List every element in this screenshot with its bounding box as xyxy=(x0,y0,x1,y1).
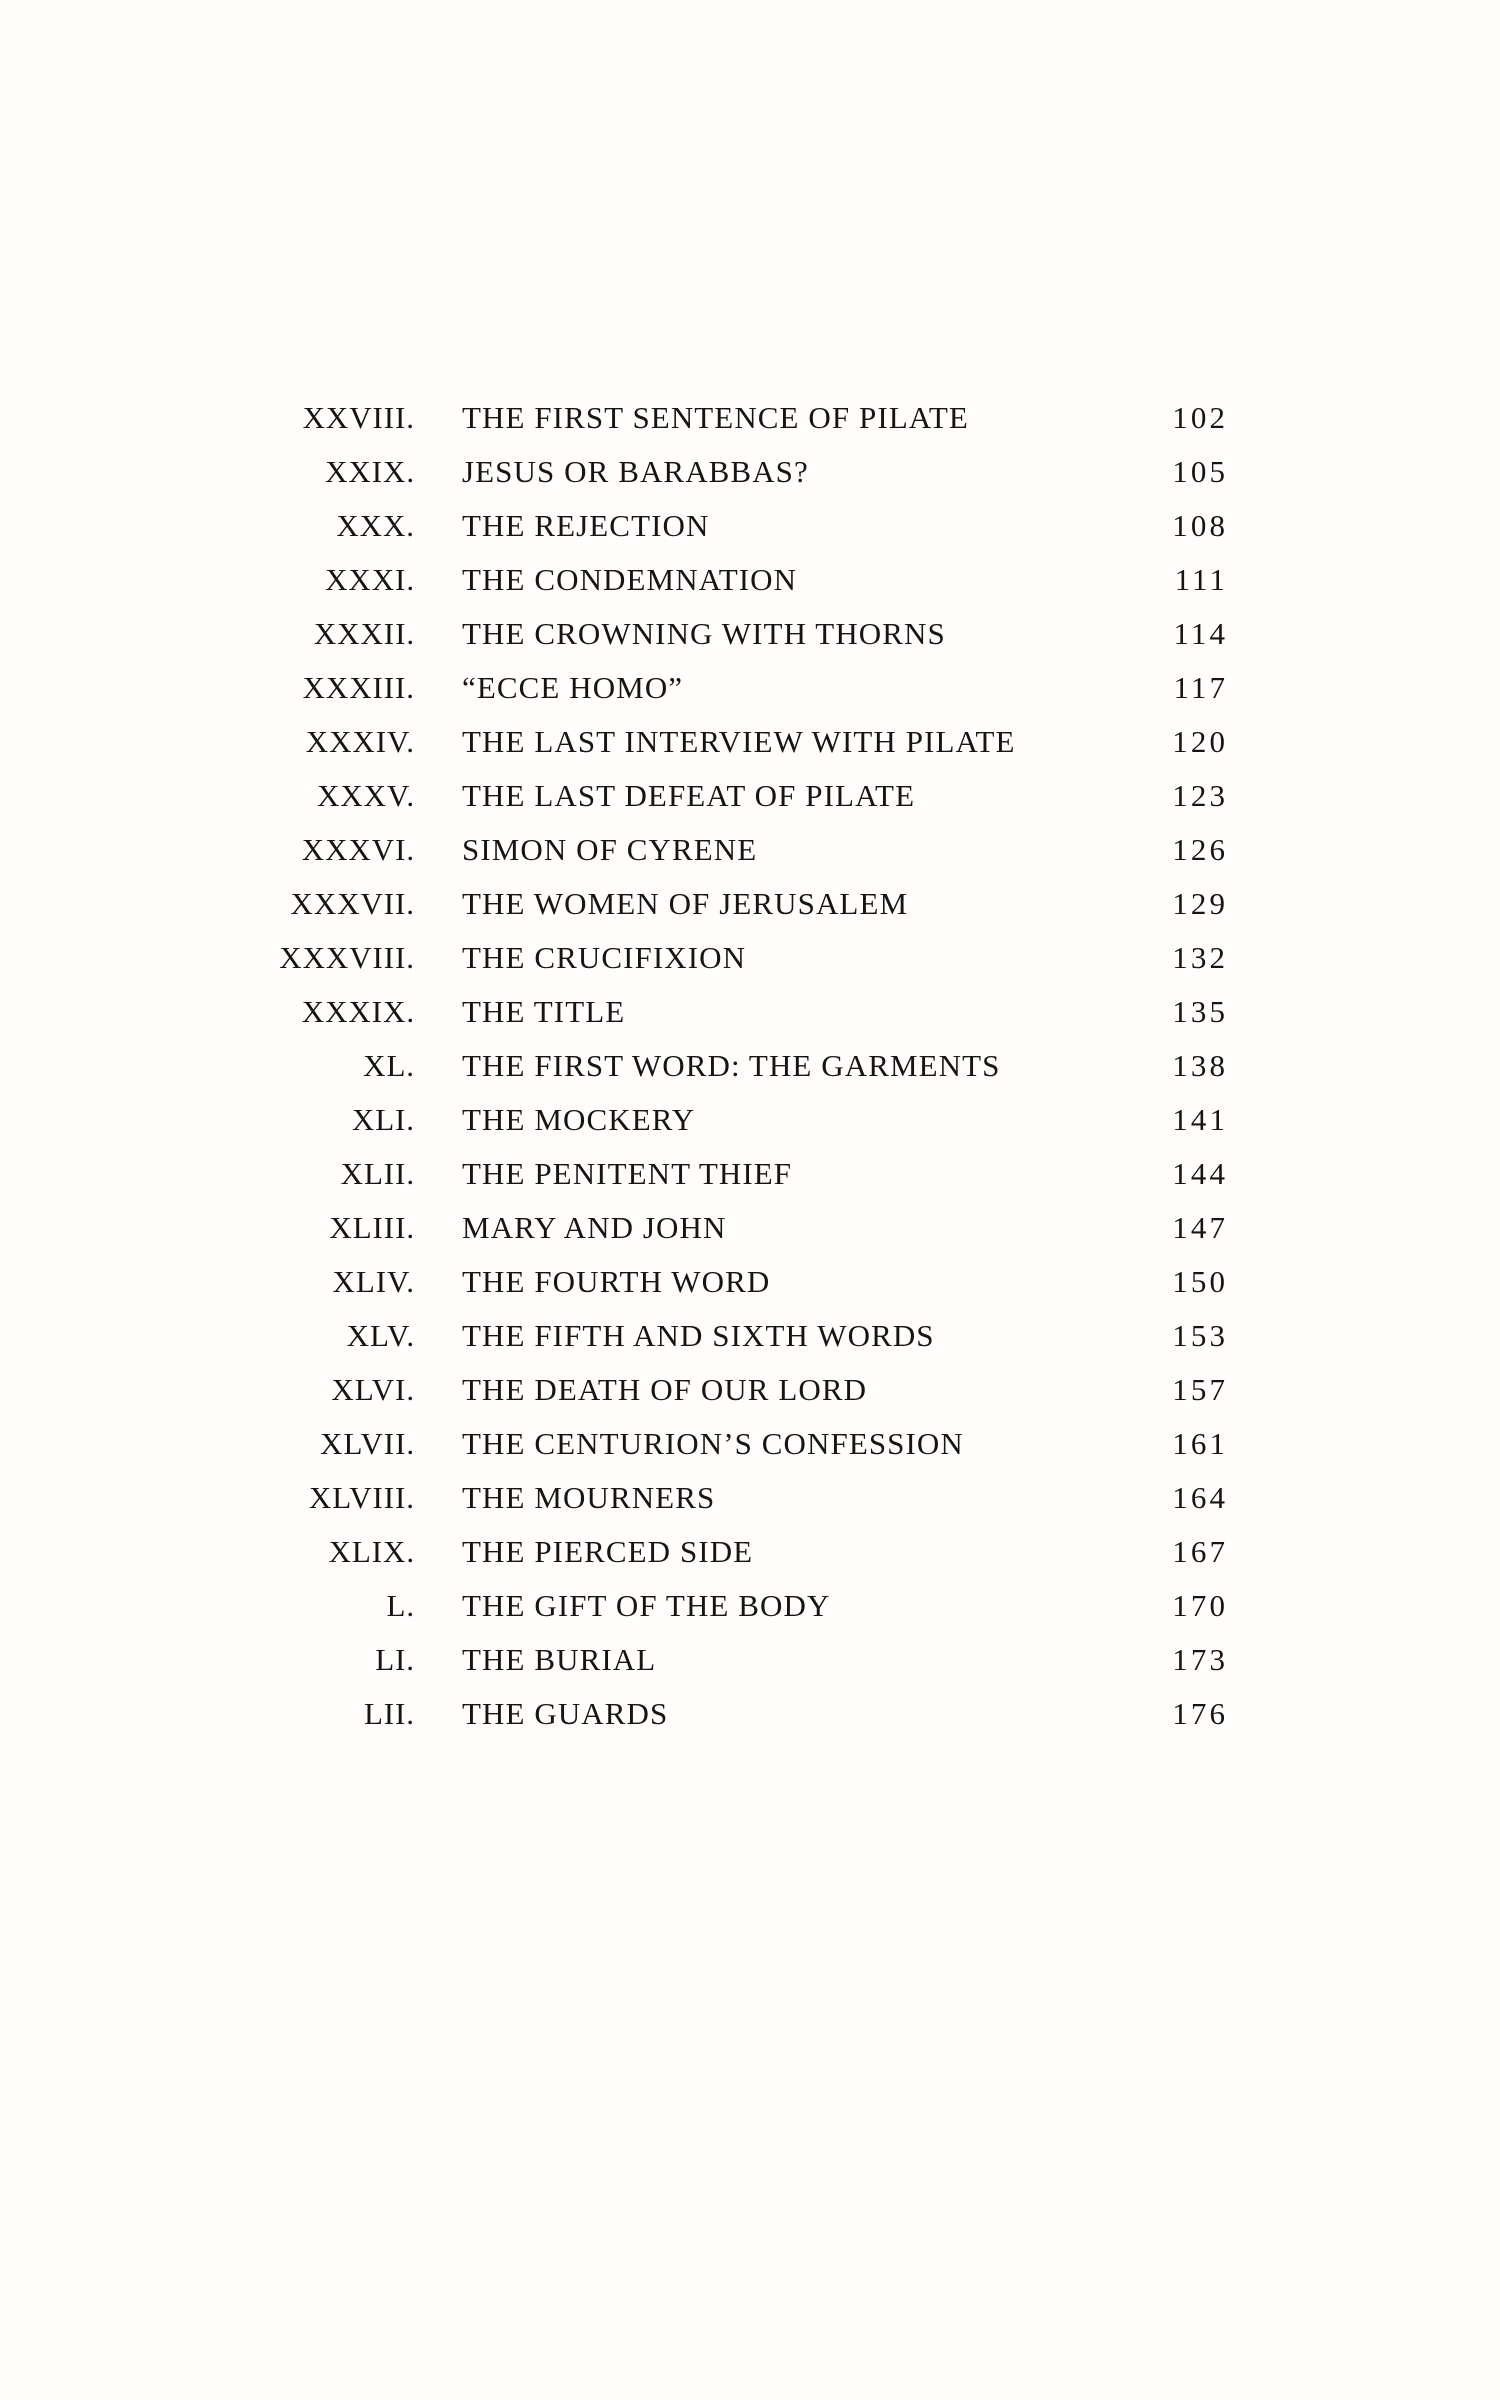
chapter-title: THE DEATH OF OUR LORD xyxy=(462,1372,868,1407)
toc-entry xyxy=(265,877,1229,931)
page-number: 129 xyxy=(1172,886,1229,921)
chapter-numeral: XXX. xyxy=(336,508,415,543)
page-number: 132 xyxy=(1172,940,1229,975)
chapter-title: THE FOURTH WORD xyxy=(462,1264,771,1299)
chapter-title: THE MOURNERS xyxy=(462,1480,716,1515)
chapter-title: THE FIRST SENTENCE OF PILATE xyxy=(462,400,969,435)
chapter-numeral: XLIII. xyxy=(329,1210,415,1245)
page-number: 141 xyxy=(1172,1102,1229,1137)
page-number: 147 xyxy=(1172,1210,1229,1245)
toc-entry xyxy=(265,1093,1229,1147)
toc-entry xyxy=(265,391,1229,445)
chapter-numeral: XXXII. xyxy=(313,616,415,651)
page-number: 135 xyxy=(1172,994,1229,1029)
chapter-title: MARY AND JOHN xyxy=(462,1210,727,1245)
page-number: 173 xyxy=(1172,1642,1229,1677)
chapter-title: THE REJECTION xyxy=(462,508,710,543)
page-number: 111 xyxy=(1174,562,1229,597)
chapter-numeral: XLIX. xyxy=(328,1534,415,1569)
toc-entry xyxy=(265,985,1229,1039)
chapter-numeral: XLVIII. xyxy=(308,1480,415,1515)
chapter-numeral: XXXVIII. xyxy=(279,940,415,975)
chapter-title: THE FIFTH AND SIXTH WORDS xyxy=(462,1318,935,1353)
toc-entry xyxy=(265,1417,1229,1471)
chapter-numeral: XLVII. xyxy=(320,1426,415,1461)
chapter-numeral: XXXIV. xyxy=(305,724,415,759)
chapter-title: THE CENTURION’S CONFESSION xyxy=(462,1426,964,1461)
toc-entry xyxy=(265,607,1229,661)
chapter-numeral: LI. xyxy=(375,1642,415,1677)
toc-entry xyxy=(265,1363,1229,1417)
chapter-numeral: XXVIII. xyxy=(302,400,415,435)
chapter-title: THE TITLE xyxy=(462,994,626,1029)
chapter-title: THE CRUCIFIXION xyxy=(462,940,747,975)
toc-entry xyxy=(265,1147,1229,1201)
page-number: 153 xyxy=(1172,1318,1229,1353)
chapter-numeral: XLIV. xyxy=(332,1264,415,1299)
toc-entry xyxy=(265,553,1229,607)
toc-entry xyxy=(265,1633,1229,1687)
page-number: 167 xyxy=(1172,1534,1229,1569)
chapter-title: THE WOMEN OF JERUSALEM xyxy=(462,886,909,921)
chapter-numeral: XLV. xyxy=(346,1318,415,1353)
page-number: 157 xyxy=(1172,1372,1229,1407)
chapter-title: SIMON OF CYRENE xyxy=(462,832,758,867)
chapter-title: THE CROWNING WITH THORNS xyxy=(462,616,946,651)
toc-entry xyxy=(265,1309,1229,1363)
toc-entry xyxy=(265,445,1229,499)
page-number: 138 xyxy=(1172,1048,1229,1083)
chapter-title: “ECCE HOMO” xyxy=(462,670,684,705)
chapter-title: THE LAST DEFEAT OF PILATE xyxy=(462,778,916,813)
toc-entry xyxy=(265,1579,1229,1633)
toc-entry xyxy=(265,715,1229,769)
chapter-numeral: XLII. xyxy=(340,1156,415,1191)
toc-entry xyxy=(265,823,1229,877)
page-number: 114 xyxy=(1173,616,1229,651)
page-number: 123 xyxy=(1172,778,1229,813)
page-number: 105 xyxy=(1172,454,1229,489)
chapter-title: THE FIRST WORD: THE GARMENTS xyxy=(462,1048,1001,1083)
chapter-title: THE PENITENT THIEF xyxy=(462,1156,793,1191)
page-number: 170 xyxy=(1172,1588,1229,1623)
chapter-numeral: XXXVII. xyxy=(290,886,415,921)
chapter-title: THE MOCKERY xyxy=(462,1102,696,1137)
toc-entry xyxy=(265,1201,1229,1255)
toc-entry xyxy=(265,931,1229,985)
toc-entry xyxy=(265,1471,1229,1525)
page-number: 150 xyxy=(1172,1264,1229,1299)
chapter-numeral: XXIX. xyxy=(325,454,415,489)
table-of-contents xyxy=(265,391,1229,1741)
chapter-title: THE GIFT OF THE BODY xyxy=(462,1588,831,1623)
chapter-numeral: L. xyxy=(386,1588,415,1623)
page-number: 126 xyxy=(1172,832,1229,867)
page-number: 108 xyxy=(1172,508,1229,543)
chapter-numeral: XXXVI. xyxy=(301,832,415,867)
toc-entry xyxy=(265,1687,1229,1741)
chapter-title: THE LAST INTERVIEW WITH PILATE xyxy=(462,724,1016,759)
toc-entry xyxy=(265,1255,1229,1309)
chapter-numeral: XXXI. xyxy=(325,562,415,597)
chapter-numeral: XXXIII. xyxy=(302,670,415,705)
chapter-title: THE PIERCED SIDE xyxy=(462,1534,754,1569)
page-number: 117 xyxy=(1173,670,1229,705)
page-number: 161 xyxy=(1172,1426,1229,1461)
page-number: 120 xyxy=(1172,724,1229,759)
chapter-numeral: XL. xyxy=(363,1048,415,1083)
toc-entry xyxy=(265,1039,1229,1093)
chapter-title: THE CONDEMNATION xyxy=(462,562,798,597)
chapter-numeral: XLI. xyxy=(351,1102,415,1137)
chapter-numeral: XXXIX. xyxy=(301,994,415,1029)
toc-entry xyxy=(265,661,1229,715)
page-number: 176 xyxy=(1172,1696,1229,1731)
toc-entry xyxy=(265,499,1229,553)
toc-entry xyxy=(265,1525,1229,1579)
chapter-title: THE BURIAL xyxy=(462,1642,657,1677)
chapter-numeral: XLVI. xyxy=(331,1372,415,1407)
chapter-title: JESUS OR BARABBAS? xyxy=(462,454,809,489)
page-number: 102 xyxy=(1172,400,1229,435)
page-number: 144 xyxy=(1172,1156,1229,1191)
chapter-title: THE GUARDS xyxy=(462,1696,669,1731)
page-number: 164 xyxy=(1172,1480,1229,1515)
toc-entry xyxy=(265,769,1229,823)
chapter-numeral: XXXV. xyxy=(317,778,415,813)
chapter-numeral: LII. xyxy=(363,1696,415,1731)
